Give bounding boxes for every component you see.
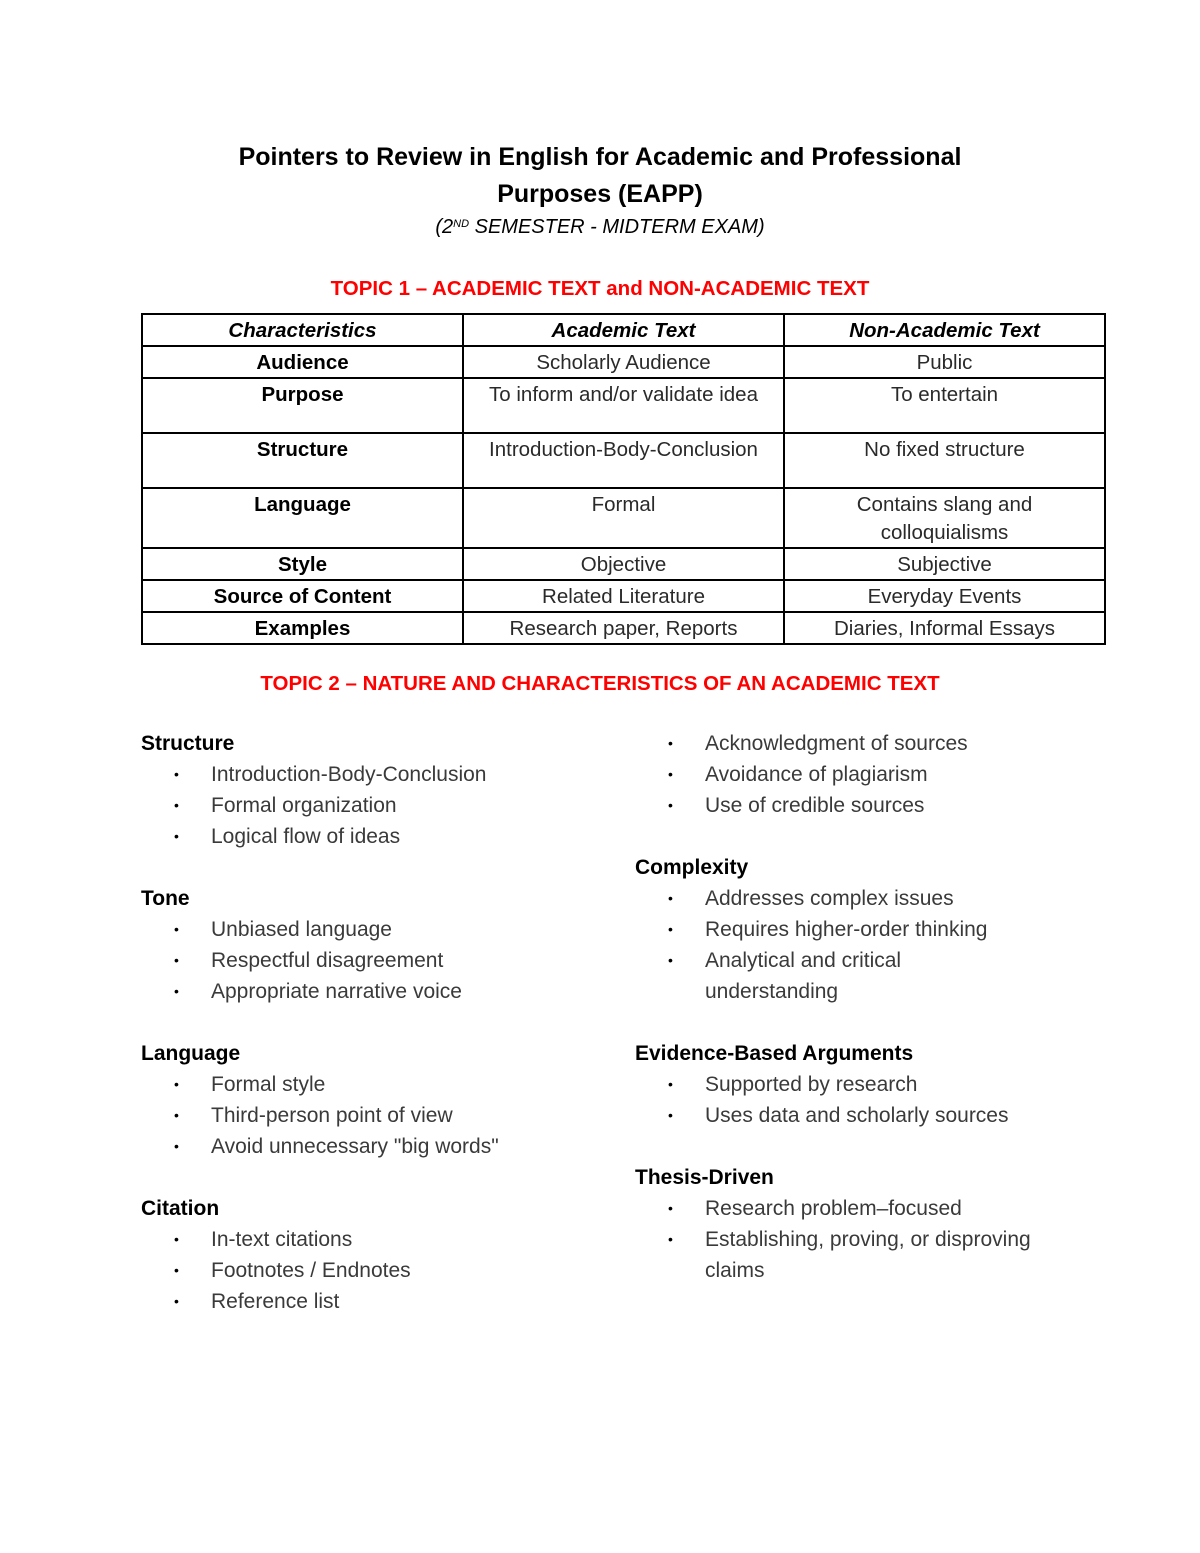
bullet-icon: • — [174, 1107, 179, 1123]
table-cell: Formal — [463, 488, 784, 548]
list-item-text: Establishing, proving, or disproving claims — [705, 1228, 1031, 1282]
list-item — [141, 1069, 541, 1100]
list-item-text: Reference list — [211, 1290, 340, 1313]
table-cell: Diaries, Informal Essays — [784, 612, 1105, 644]
row-label-examples: Examples — [142, 612, 463, 644]
list-item-text: Logical flow of ideas — [211, 825, 401, 848]
column-header-characteristics: Characteristics — [142, 314, 463, 346]
list-item-text: Addresses complex issues — [705, 887, 954, 910]
section-heading-structure: Structure — [141, 732, 235, 755]
row-label-purpose: Purpose — [142, 378, 463, 433]
bullet-icon: • — [668, 952, 673, 968]
complexity-list — [635, 883, 1075, 1007]
document-subtitle — [0, 213, 1200, 241]
list-item-text: Formal style — [211, 1073, 326, 1096]
bullet-icon: • — [174, 1231, 179, 1247]
section-heading-citation: Citation — [141, 1197, 220, 1220]
table-cell: Related Literature — [463, 580, 784, 612]
list-item-text: Third-person point of view — [211, 1104, 453, 1127]
citation-list — [141, 1224, 581, 1317]
language-list — [141, 1069, 581, 1162]
section-heading-complexity: Complexity — [635, 856, 749, 879]
bullet-icon: • — [668, 921, 673, 937]
bullet-icon: • — [174, 766, 179, 782]
table-cell: No fixed structure — [784, 433, 1105, 488]
bullet-icon: • — [668, 735, 673, 751]
bullet-icon: • — [174, 1262, 179, 1278]
list-item-text: Uses data and scholarly sources — [705, 1104, 1009, 1127]
document-title-line-2: Purposes (EAPP) — [497, 180, 703, 208]
list-item-text: Footnotes / Endnotes — [211, 1259, 411, 1282]
table-cell: Research paper, Reports — [463, 612, 784, 644]
document-title-line-1: Pointers to Review in English for Academic and Professional — [238, 143, 962, 171]
column-header-academic-text: Academic Text — [463, 314, 784, 346]
list-item-text: Respectful disagreement — [211, 949, 444, 972]
subtitle-superscript: ND — [453, 218, 470, 230]
bullet-icon: • — [668, 1231, 673, 1247]
list-item — [635, 790, 1035, 821]
list-item-text: In-text citations — [211, 1228, 353, 1251]
list-item — [141, 976, 541, 1007]
topic-2-right-column — [635, 728, 1075, 1286]
bullet-icon: • — [174, 797, 179, 813]
list-item — [141, 914, 541, 945]
topic-2-heading: TOPIC 2 – NATURE AND CHARACTERISTICS OF AN ACADEMIC TEXT — [260, 672, 940, 695]
list-item-text: Introduction-Body-Conclusion — [211, 763, 487, 786]
list-item — [141, 945, 541, 976]
section-heading-tone: Tone — [141, 887, 190, 910]
subtitle-suffix: SEMESTER - MIDTERM EXAM) — [469, 216, 765, 238]
list-item — [141, 1131, 541, 1162]
bullet-icon: • — [174, 983, 179, 999]
list-item — [141, 1224, 541, 1255]
column-header-non-academic-text: Non-Academic Text — [784, 314, 1105, 346]
list-item — [635, 945, 1035, 1007]
bullet-icon: • — [668, 1107, 673, 1123]
row-label-audience: Audience — [142, 346, 463, 378]
list-item-text: Analytical and critical understanding — [705, 949, 902, 1003]
bullet-icon: • — [668, 1200, 673, 1216]
bullet-icon: • — [668, 797, 673, 813]
list-item-text: Appropriate narrative voice — [211, 980, 462, 1003]
bullet-icon: • — [174, 1138, 179, 1154]
bullet-icon: • — [668, 766, 673, 782]
list-item — [141, 1100, 541, 1131]
list-item — [635, 1100, 1035, 1131]
table-row — [142, 433, 1105, 488]
table-cell: Scholarly Audience — [463, 346, 784, 378]
bullet-icon: • — [174, 952, 179, 968]
table-row — [142, 488, 1105, 548]
topic-1-heading: TOPIC 1 – ACADEMIC TEXT and NON-ACADEMIC TEXT — [330, 277, 870, 300]
list-item-text: Requires higher-order thinking — [705, 918, 988, 941]
list-item — [141, 790, 541, 821]
list-item-text: Acknowledgment of sources — [705, 732, 968, 755]
table-header-row — [142, 314, 1105, 346]
table-row — [142, 580, 1105, 612]
list-item-text: Use of credible sources — [705, 794, 925, 817]
bullet-icon: • — [668, 1076, 673, 1092]
bullet-icon: • — [174, 1076, 179, 1092]
list-item-text: Unbiased language — [211, 918, 392, 941]
structure-list — [141, 759, 581, 852]
table-row — [142, 612, 1105, 644]
section-heading-evidence-based-arguments: Evidence-Based Arguments — [635, 1042, 914, 1065]
table-row — [142, 378, 1105, 433]
list-item — [141, 1286, 541, 1317]
list-item — [635, 1069, 1035, 1100]
table-row — [142, 346, 1105, 378]
list-item — [141, 821, 541, 852]
row-label-source-of-content: Source of Content — [142, 580, 463, 612]
table-cell: Subjective — [784, 548, 1105, 580]
row-label-style: Style — [142, 548, 463, 580]
list-item — [635, 759, 1035, 790]
bullet-icon: • — [668, 890, 673, 906]
table-cell: Everyday Events — [784, 580, 1105, 612]
bullet-icon: • — [174, 1293, 179, 1309]
bullet-icon: • — [174, 828, 179, 844]
tone-list — [141, 914, 581, 1007]
table-cell: Public — [784, 346, 1105, 378]
list-item-text: Supported by research — [705, 1073, 918, 1096]
evidence-list — [635, 1069, 1075, 1131]
list-item-text: Research problem–focused — [705, 1197, 962, 1220]
list-item-text: Avoidance of plagiarism — [705, 763, 928, 786]
table-cell: Contains slang and colloquialisms — [784, 488, 1105, 548]
list-item-text: Formal organization — [211, 794, 397, 817]
section-heading-thesis-driven: Thesis-Driven — [635, 1166, 774, 1189]
table-cell: Objective — [463, 548, 784, 580]
list-item — [635, 914, 1035, 945]
table-row — [142, 548, 1105, 580]
list-item — [635, 1224, 1035, 1286]
subtitle-prefix: (2 — [435, 216, 454, 238]
comparison-table — [141, 313, 1106, 645]
topic-2-left-column — [141, 728, 581, 1317]
bullet-icon: • — [174, 921, 179, 937]
section-heading-language: Language — [141, 1042, 241, 1065]
list-item — [635, 1193, 1035, 1224]
table-cell: Introduction-Body-Conclusion — [463, 433, 784, 488]
list-item — [141, 1255, 541, 1286]
table-cell: To inform and/or validate idea — [463, 378, 784, 433]
list-item — [635, 728, 1035, 759]
table-cell: To entertain — [784, 378, 1105, 433]
row-label-language: Language — [142, 488, 463, 548]
list-item — [635, 883, 1035, 914]
thesis-list — [635, 1193, 1075, 1286]
row-label-structure: Structure — [142, 433, 463, 488]
list-item — [141, 759, 541, 790]
citation-continued-list — [635, 728, 1075, 821]
list-item-text: Avoid unnecessary "big words" — [211, 1135, 499, 1158]
